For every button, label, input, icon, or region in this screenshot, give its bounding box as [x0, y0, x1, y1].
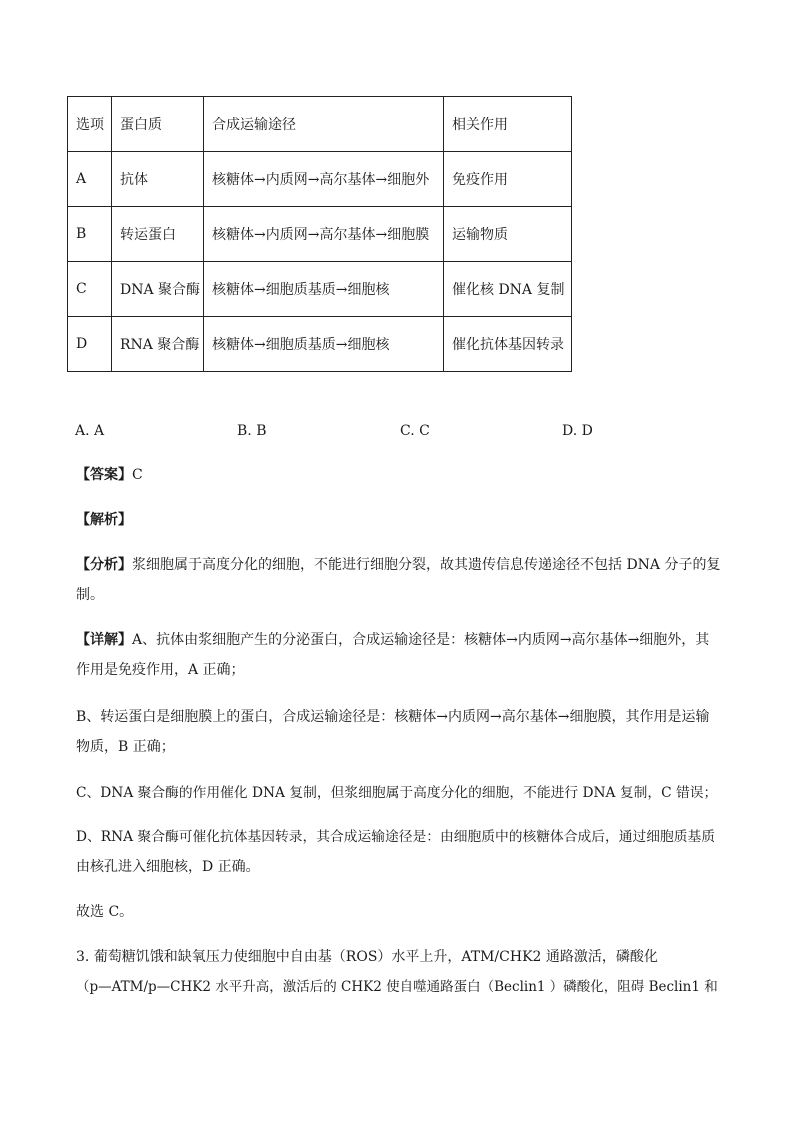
table-cell: A [68, 152, 112, 207]
table-cell: 核糖体→内质网→高尔基体→细胞外 [204, 152, 444, 207]
answer-options [75, 423, 715, 443]
table-row [68, 262, 572, 317]
table-header-cell: 选项 [68, 97, 112, 152]
answer-line [76, 460, 722, 490]
detail-b-text-1: B、转运蛋白是细胞膜上的蛋白，合成运输途径是：核糖体→内质网→高尔基体→细胞膜，其作用是运输 [76, 709, 710, 725]
table-header-row [68, 97, 572, 152]
analysis-heading-label: 【解析】 [76, 512, 132, 528]
option-a: A. A [75, 423, 105, 439]
question-3-text-1: 3. 葡萄糖饥饿和缺氧压力使细胞中自由基（ROS）水平上升，ATM/CHK2 通路激活，磷酸化 [76, 949, 658, 965]
table-cell: 核糖体→细胞质基质→细胞核 [204, 262, 444, 317]
detail-b-paragraph [76, 702, 722, 762]
table-cell: D [68, 317, 112, 372]
table-cell: 转运蛋白 [112, 207, 204, 262]
analysis-text-1: 浆细胞属于高度分化的细胞，不能进行细胞分裂，故其遗传信息传递途径不包括 DNA 分子的复 [132, 557, 721, 573]
option-c: C. C [400, 423, 430, 439]
analysis-label: 【分析】 [76, 557, 132, 573]
detail-a-text-1: A、抗体由浆细胞产生的分泌蛋白，合成运输途径是：核糖体→内质网→高尔基体→细胞外，其 [132, 632, 710, 648]
table-cell: 催化核 DNA 复制 [444, 262, 572, 317]
detail-d-text-2: 由核孔进入细胞核，D 正确。 [76, 859, 260, 875]
table-cell: C [68, 262, 112, 317]
detail-a-paragraph [76, 625, 722, 685]
table-row [68, 207, 572, 262]
table-header-cell: 相关作用 [444, 97, 572, 152]
conclusion-line [76, 897, 722, 927]
detail-a-text-2: 作用是免疫作用，A 正确； [76, 662, 245, 678]
question-3 [76, 942, 722, 1002]
detail-d-paragraph [76, 822, 722, 882]
option-d: D. D [562, 423, 593, 439]
analysis-text-2: 制。 [76, 587, 104, 603]
table-header-cell: 合成运输途径 [204, 97, 444, 152]
table-row [68, 317, 572, 372]
table-cell: 免疫作用 [444, 152, 572, 207]
detail-label: 【详解】 [76, 632, 132, 648]
conclusion-text: 故选 C。 [76, 904, 134, 920]
question-table [67, 96, 572, 372]
table-cell: 核糖体→内质网→高尔基体→细胞膜 [204, 207, 444, 262]
table-cell: DNA 聚合酶 [112, 262, 204, 317]
table-cell: RNA 聚合酶 [112, 317, 204, 372]
table-header-cell: 蛋白质 [112, 97, 204, 152]
table-cell: 抗体 [112, 152, 204, 207]
detail-c-text-1: C、DNA 聚合酶的作用催化 DNA 复制，但浆细胞属于高度分化的细胞，不能进行 DNA 复制，C 错误； [76, 785, 718, 801]
analysis-heading [76, 505, 722, 535]
detail-d-text-1: D、RNA 聚合酶可催化抗体基因转录，其合成运输途径是：由细胞质中的核糖体合成后，通过细胞质基质 [76, 829, 715, 845]
detail-c-paragraph [76, 778, 722, 808]
table-cell: 运输物质 [444, 207, 572, 262]
table-cell: B [68, 207, 112, 262]
detail-b-text-2: 物质，B 正确； [76, 739, 175, 755]
table-cell: 核糖体→细胞质基质→细胞核 [204, 317, 444, 372]
table-row [68, 152, 572, 207]
table-cell: 催化抗体基因转录 [444, 317, 572, 372]
option-b: B. B [237, 423, 267, 439]
analysis-paragraph [76, 550, 722, 610]
question-3-text-2: （p—ATM/p—CHK2 水平升高，激活后的 CHK2 使自噬通路蛋白（Beclin1 ）磷酸化，阻碍 Beclin1 和 [76, 979, 718, 995]
answer-value: C [132, 467, 143, 483]
answer-label: 【答案】 [76, 467, 132, 483]
